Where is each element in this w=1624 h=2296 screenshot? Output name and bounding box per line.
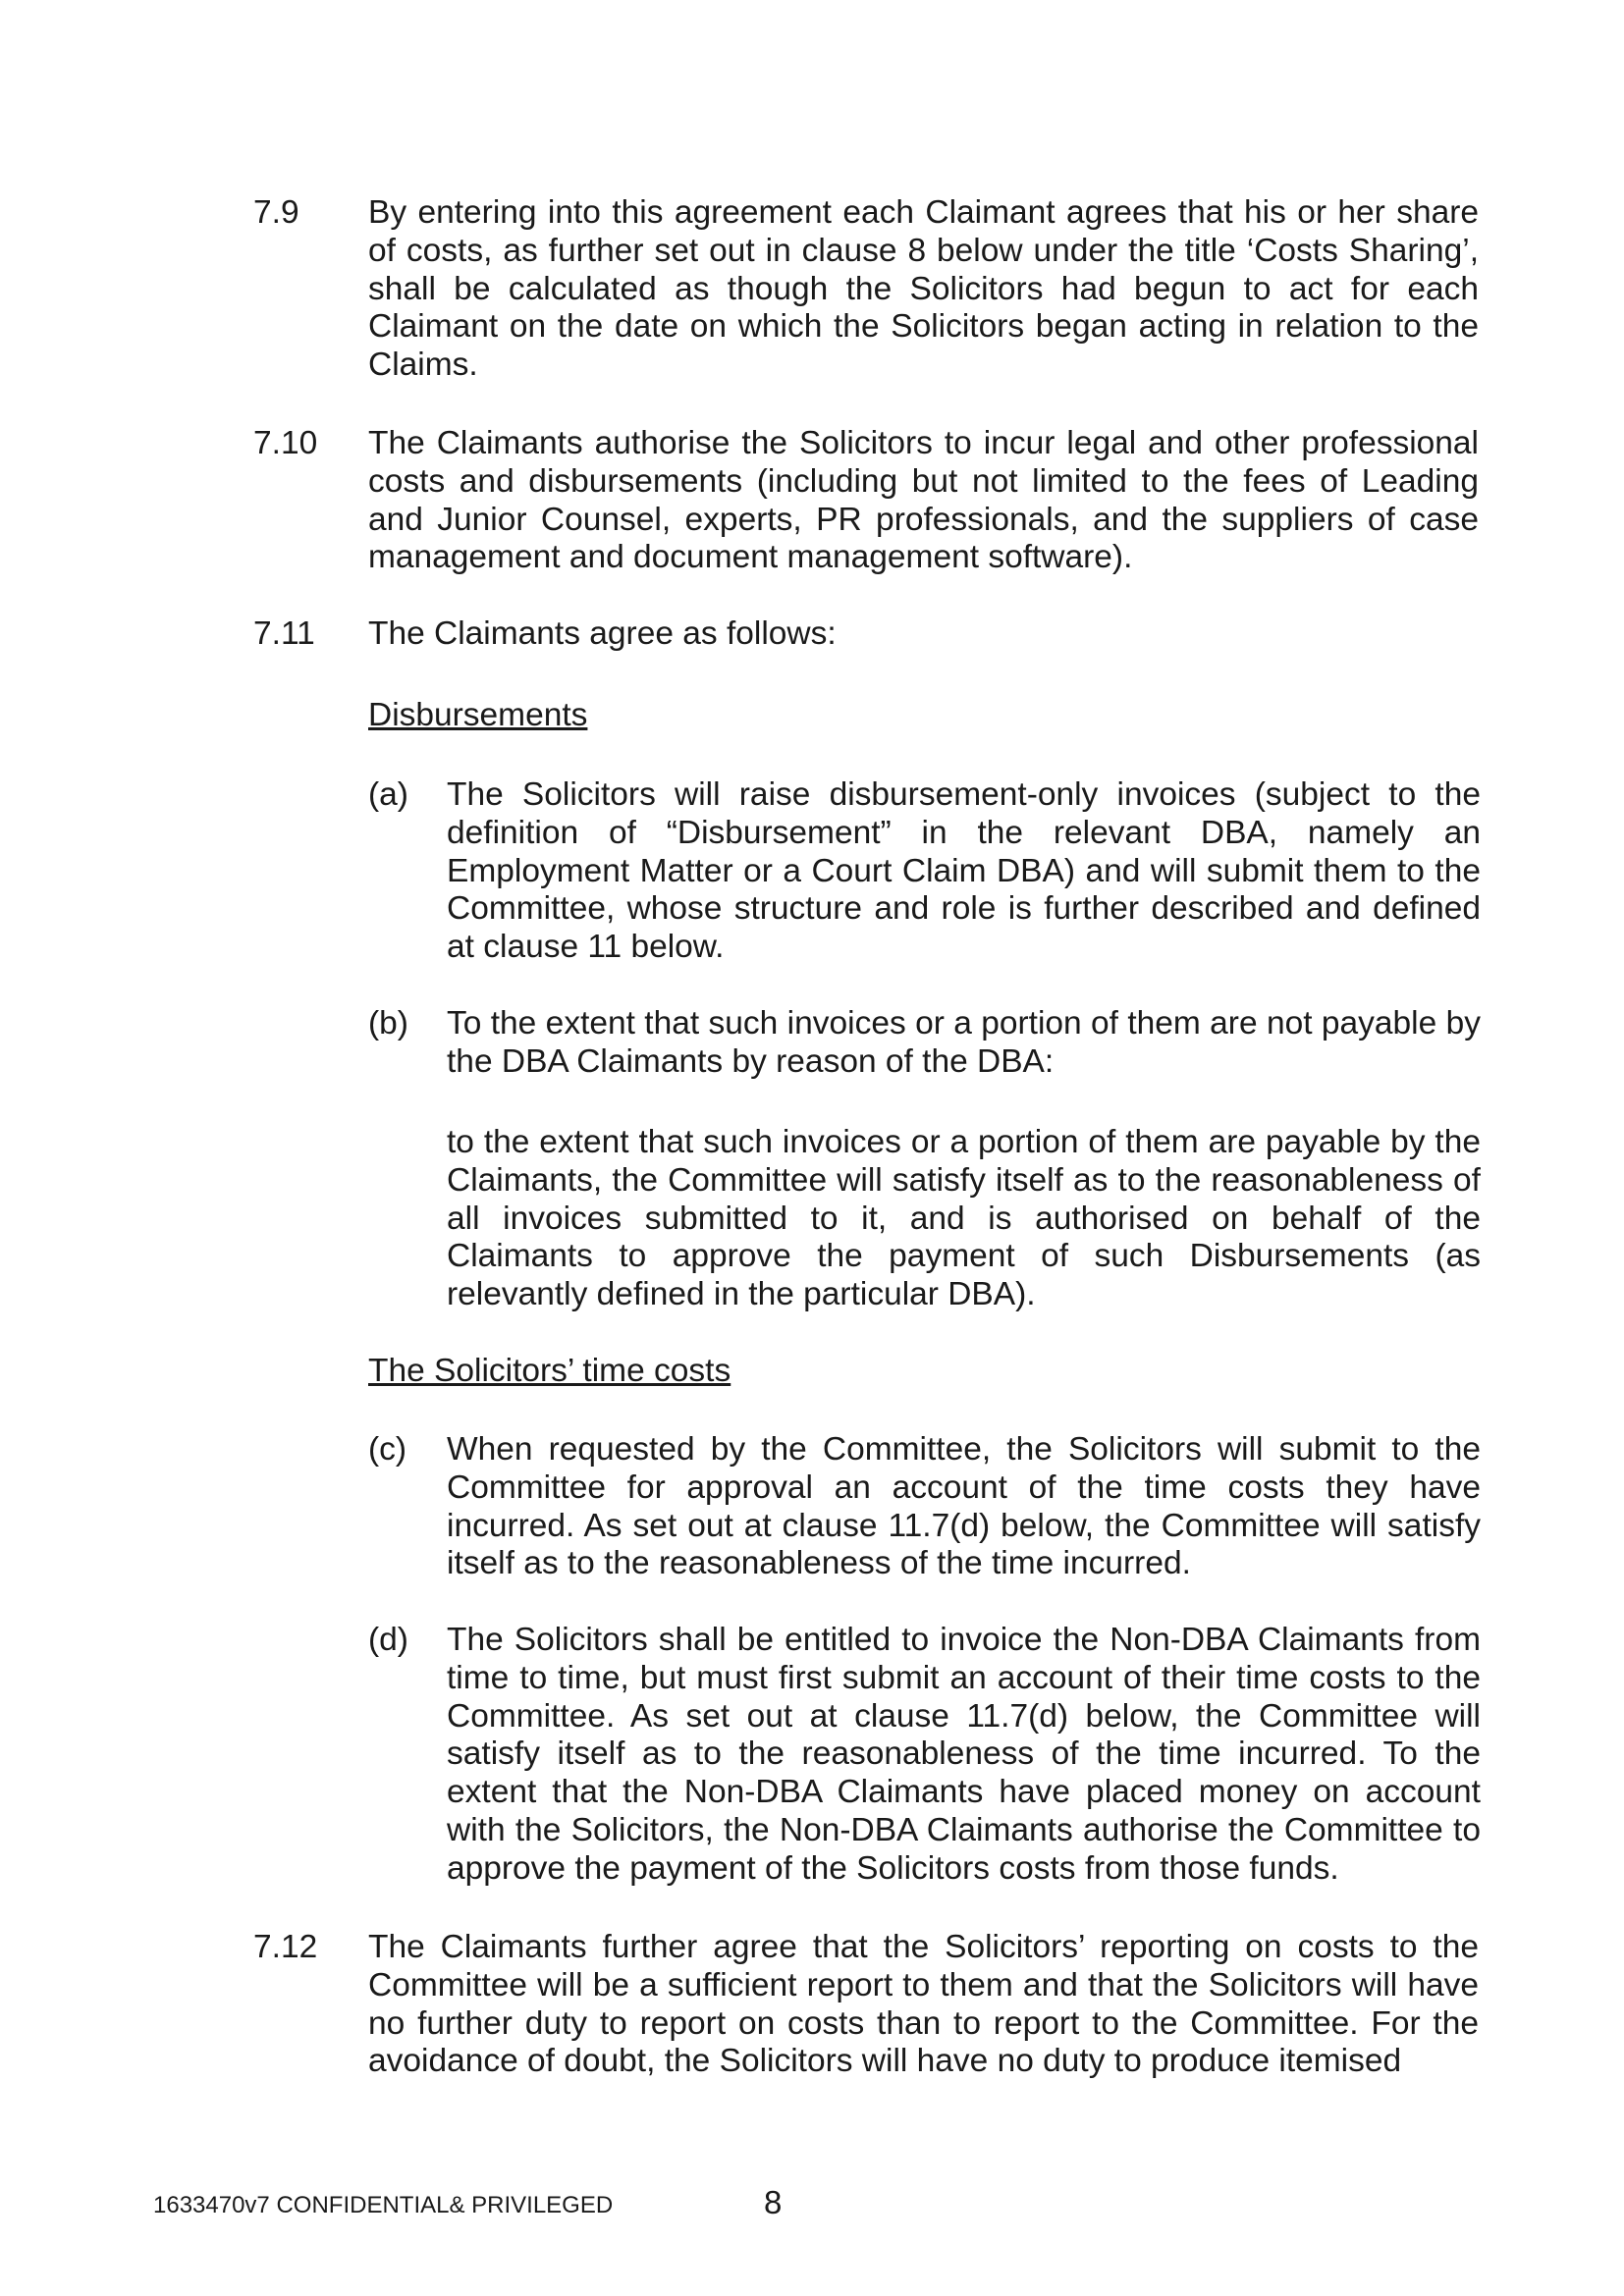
clause-text: The Claimants agree as follows: xyxy=(368,615,837,652)
clause-number: 7.9 xyxy=(253,194,299,231)
clause-number: 7.10 xyxy=(253,425,318,461)
sub-item-label: (c) xyxy=(368,1431,407,1468)
sub-item-text: The Solicitors will raise disbursement-only invoices (subject to the definition of “Disbursement” in the relevant DBA, namely an Employment Matter or a Court Claim DBA) and will submit them to the Committee, whose structure and role is further described and defined at clause 11 below. xyxy=(447,776,1481,966)
sub-item-label: (d) xyxy=(368,1622,408,1658)
section-heading-disbursements: Disbursements xyxy=(368,697,588,733)
section-heading-time-costs: The Solicitors’ time costs xyxy=(368,1353,731,1389)
clause-text: The Claimants further agree that the Solicitors’ reporting on costs to the Committee will be a sufficient report to them and that the Solicitors will have no further duty to report on costs than to report to the Committee. For the avoidance of doubt, the Solicitors will have no duty to produce itemised xyxy=(368,1929,1479,2080)
sub-item-text: The Solicitors shall be entitled to invoice the Non-DBA Claimants from time to time, but must first submit an account of their time costs to the Committee. As set out at clause 11.7(d) below, the Committee will satisfy itself as to the reasonableness of the time incurred. To the extent that the Non-DBA Claimants have placed money on account with the Solicitors, the Non-DBA Claimants authorise the Committee to approve the payment of the Solicitors costs from those funds. xyxy=(447,1622,1481,1887)
continuation-paragraph: to the extent that such invoices or a portion of them are payable by the Claimants, the Committee will satisfy itself as to the reasonableness of all invoices submitted to it, and is authorised on behalf of the Claimants to approve the payment of such Disbursements (as relevantly defined in the particular DBA). xyxy=(447,1124,1481,1313)
sub-item-text: To the extent that such invoices or a portion of them are not payable by the DBA Claimants by reason of the DBA: xyxy=(447,1005,1481,1080)
clause-number: 7.12 xyxy=(253,1929,318,1965)
sub-item-label: (a) xyxy=(368,776,408,813)
sub-item-text: When requested by the Committee, the Solicitors will submit to the Committee for approval an account of the time costs they have incurred. As set out at clause 11.7(d) below, the Committee will satisfy itself as to the reasonableness of the time incurred. xyxy=(447,1431,1481,1582)
page-number: 8 xyxy=(764,2184,783,2220)
clause-text: The Claimants authorise the Solicitors to incur legal and other professional costs and disbursements (including but not limited to the fees of Leading and Junior Counsel, experts, PR professionals, and the suppliers of case management and document management software). xyxy=(368,425,1479,576)
footer-document-reference: 1633470v7 CONFIDENTIAL& PRIVILEGED xyxy=(153,2192,614,2218)
clause-number: 7.11 xyxy=(253,615,315,652)
sub-item-label: (b) xyxy=(368,1005,408,1041)
clause-text: By entering into this agreement each Claimant agrees that his or her share of costs, as further set out in clause 8 below under the title ‘Costs Sharing’, shall be calculated as though the Solicitors had begun to act for each Claimant on the date on which the Solicitors began acting in relation to the Claims. xyxy=(368,194,1479,384)
